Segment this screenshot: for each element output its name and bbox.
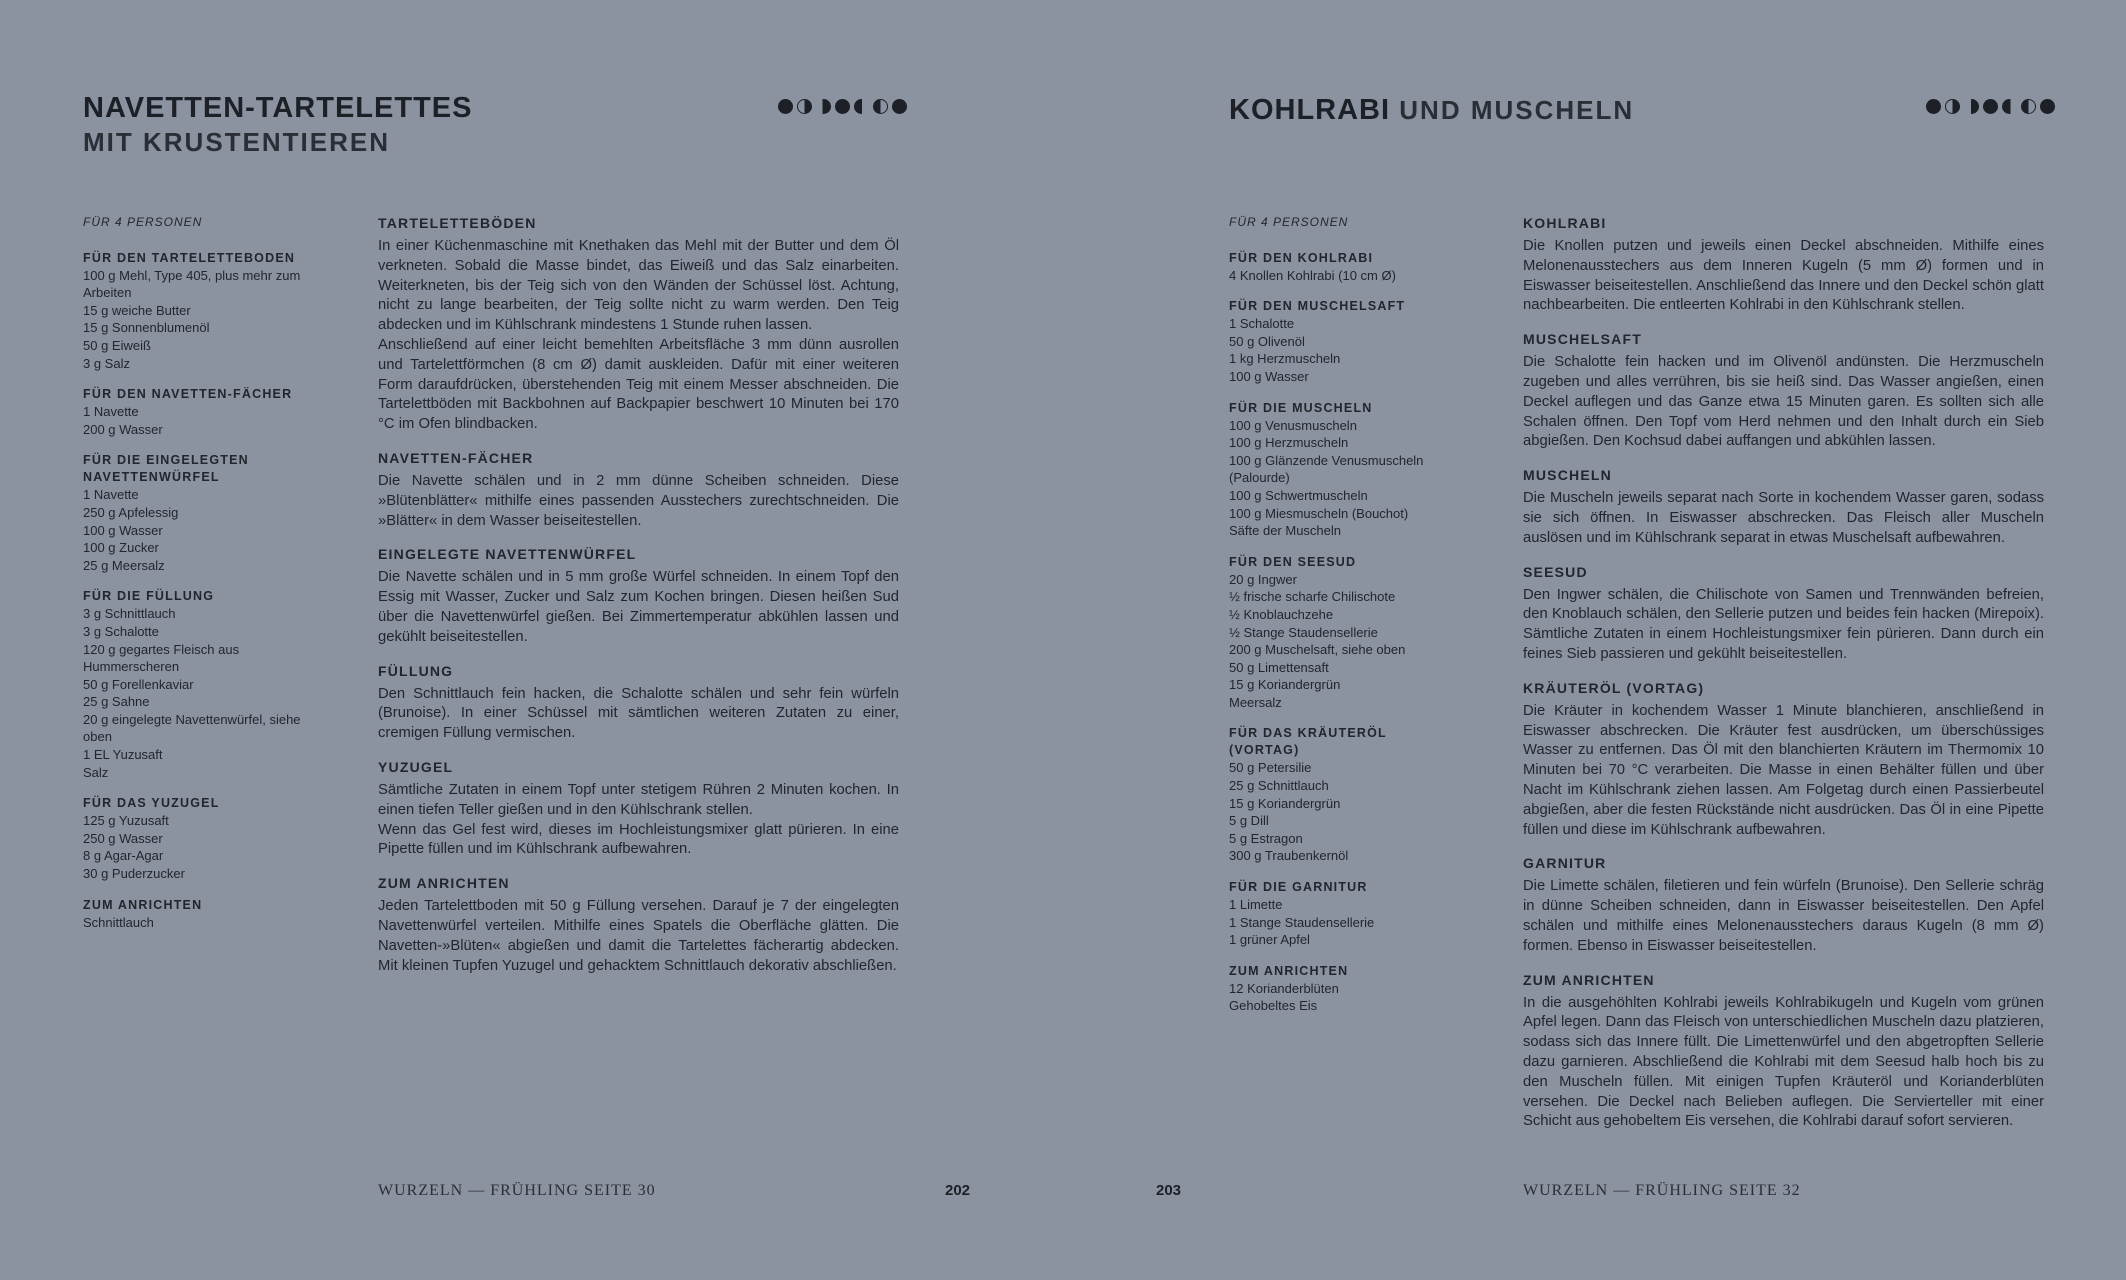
ingredient-group xyxy=(83,795,313,882)
ingredient-item: 25 g Sahne xyxy=(83,694,150,710)
page-number: 202 xyxy=(945,1182,971,1199)
full-moon-icon xyxy=(835,99,850,114)
ingredient-item: 15 g Koriandergrün xyxy=(1229,677,1341,693)
ingredient-item: 50 g Forellenkaviar xyxy=(83,676,194,692)
section-heading: ZUM ANRICHTEN xyxy=(1523,971,1655,988)
ingredient-item: ½ Stange Staudensellerie xyxy=(1229,624,1378,640)
ingredient-item: 100 g Herzmuscheln xyxy=(1229,435,1349,451)
method-section xyxy=(1523,679,2044,841)
ingredient-item: 50 g Eiweiß xyxy=(83,337,151,353)
method-section xyxy=(378,449,899,531)
section-heading: MUSCHELN xyxy=(1523,467,1612,484)
ingredient-group xyxy=(83,386,313,438)
ingredients-column xyxy=(83,214,313,945)
ingredient-item: 1 Schalotte xyxy=(1229,316,1295,332)
method-section xyxy=(378,874,899,976)
footer-reference: WURZELN — FRÜHLING SEITE 32 xyxy=(1523,1182,1801,1199)
section-heading: EINGELEGTE NAVETTENWÜRFEL xyxy=(378,546,637,563)
ingredient-group xyxy=(1229,400,1459,540)
ingredient-item: 1 Navette xyxy=(83,487,139,503)
ingredient-item: 50 g Limettensaft xyxy=(1229,659,1329,675)
crescent-moon-icon xyxy=(854,99,869,114)
ingredient-item: 100 g Mehl, Type 405, plus mehr zum Arbeiten xyxy=(83,267,301,301)
ingredient-item: 3 g Schalotte xyxy=(83,623,159,639)
ingredient-item: ½ frische scharfe Chilischote xyxy=(1229,589,1396,605)
ingredient-item: 25 g Schnittlauch xyxy=(1229,778,1329,794)
ingredient-item: 3 g Schnittlauch xyxy=(83,606,176,622)
section-text: Den Schnittlauch fein hacken, die Schalotte schälen und sehr fein würfeln (Brunoise). In einer Schüssel mit sämtlichen weiteren Zutaten zu einer, cremigen Füllung vermischen. xyxy=(378,685,899,742)
ingredient-group-title: FÜR DAS KRÄUTERÖL (VORTAG) xyxy=(1229,726,1387,758)
ingredient-group-title: FÜR DEN NAVETTEN-FÄCHER xyxy=(83,387,293,402)
ingredient-group-title: FÜR DIE MUSCHELN xyxy=(1229,400,1373,415)
ingredient-item: 1 Stange Staudensellerie xyxy=(1229,914,1375,930)
crescent-moon-icon xyxy=(2002,99,2017,114)
title-main: NAVETTEN-TARTELETTES xyxy=(83,92,473,124)
method-section xyxy=(1523,854,2044,956)
ingredient-item: ½ Knoblauchzehe xyxy=(1229,606,1334,622)
ingredient-item: 12 Korianderblüten xyxy=(1229,980,1339,996)
method-section xyxy=(378,662,899,744)
ingredient-item: 15 g Sonnenblumenöl xyxy=(83,320,210,336)
ingredient-group xyxy=(1229,963,1459,1015)
section-text: Jeden Tartelettboden mit 50 g Füllung versehen. Darauf je 7 der eingelegten Navettenwürfel verteilen. Mithilfe eines Spatels die Oberfläche glätten. Die Navetten-»Blüten« abgießen und damit die Tartelettes fächerartig abdecken. Mit kleinen Tupfen Yuzugel und gehacktem Schnittlauch dekorativ abschließen. xyxy=(378,898,899,974)
section-heading: KOHLRABI xyxy=(1523,215,1607,231)
ingredient-item: 100 g Wasser xyxy=(83,522,163,538)
title-sub: UND MUSCHELN xyxy=(1390,95,1635,125)
section-heading: GARNITUR xyxy=(1523,855,1607,872)
section-heading: NAVETTEN-FÄCHER xyxy=(378,449,534,466)
ingredient-item: Meersalz xyxy=(1229,694,1282,710)
section-text: Die Kräuter in kochendem Wasser 1 Minute blanchieren, anschließend in Eiswasser abschrecken. Die Kräuter fest ausdrücken, um überschüssiges Wasser zu entfernen. Das Öl mit den blanchierten Kräutern im Thermomix 10 Minuten bei 70 °C verarbeiten. Die Masse in einen Behälter füllen und über Nacht im Kühlschrank ziehen lassen. Am Folgetag durch einen Passierbeutel abgießen, aber die festen Rückstände nicht ausdrücken. Das Öl in eine Pipette füllen und diese im Kühlschrank aufbewahren. xyxy=(1523,702,2044,838)
ingredient-group xyxy=(83,588,313,781)
full-moon-icon xyxy=(1926,99,1941,114)
section-heading: ZUM ANRICHTEN xyxy=(378,875,510,892)
ingredient-item: Säfte der Muscheln xyxy=(1229,523,1342,539)
ingredient-item: 5 g Dill xyxy=(1229,813,1269,829)
method-column xyxy=(1523,214,2044,1146)
section-heading: SEESUD xyxy=(1523,563,1588,580)
ingredient-group xyxy=(1229,725,1459,865)
section-heading: FÜLLUNG xyxy=(378,662,454,679)
method-section xyxy=(378,214,899,435)
crescent-moon-icon xyxy=(816,99,831,114)
ingredient-group-title: ZUM ANRICHTEN xyxy=(83,897,203,912)
section-heading: MUSCHELSAFT xyxy=(1523,331,1642,348)
section-text: Die Schalotte fein hacken und im Olivenöl andünsten. Die Herzmuscheln zugeben und alles verrühren, bis sie heiß sind. Das Wasser angießen, einen Deckel auflegen und das Ganze etwa 15 Minuten garen. Es sollten sich alle Schalen öffnen. Den Topf vom Herd nehmen und den Inhalt durch ein Sieb abgießen. Den Kochsud dabei auffangen und abkühlen lassen. xyxy=(1523,354,2044,450)
ingredient-item: 100 g Schwertmuscheln xyxy=(1229,487,1368,503)
section-text: In die ausgehöhlten Kohlrabi jeweils Kohlrabikugeln und Kugeln vom grünen Apfel legen. Dann das Fleisch von unterschiedlichen Muscheln dazu platzieren, sodass sich das Innere füllt. Die Limettenwürfel und den abgetropften Sellerie dazu garnieren. Abschließend die Kohlrabi mit dem Seesud halb hoch bis zu den Muscheln füllen. Mit einigen Tupfen Kräuteröl und Korianderblüten versehen. Die Deckel nach Belieben auflegen. Die Servierteller mit einer Schicht aus gehobeltem Eis versehen, die Kohlrabi darauf sofort servieren. xyxy=(1523,994,2044,1130)
ingredient-group xyxy=(83,250,313,373)
ingredient-item: 30 g Puderzucker xyxy=(83,866,185,882)
section-text: Die Knollen putzen und jeweils einen Deckel abschneiden. Mithilfe eines Melonenausstechers aus dem Inneren Kugeln (5 mm Ø) formen und in Eiswasser beiseitestellen. Anschließend das Innere und den Deckel schön glatt nachbearbeiten. Die entleerten Kohlrabi in den Kühlschrank stellen. xyxy=(1523,238,2044,314)
ingredient-group-title: FÜR DEN MUSCHELSAFT xyxy=(1229,299,1406,314)
crescent-moon-icon xyxy=(1964,99,1979,114)
title-main: KOHLRABI xyxy=(1229,94,1391,126)
full-moon-icon xyxy=(2040,99,2055,114)
serves-label: FÜR 4 PERSONEN xyxy=(1229,215,1349,229)
ingredient-group-title: FÜR DAS YUZUGEL xyxy=(83,796,220,811)
section-heading: YUZUGEL xyxy=(378,758,454,775)
ingredient-group-title: FÜR DIE EINGELEGTEN NAVETTENWÜRFEL xyxy=(83,453,249,485)
full-moon-icon xyxy=(1983,99,1998,114)
ingredient-item: 300 g Traubenkernöl xyxy=(1229,848,1349,864)
ingredient-item: 4 Knollen Kohlrabi (10 cm Ø) xyxy=(1229,267,1396,283)
method-column xyxy=(378,214,899,990)
ingredient-item: 15 g Koriandergrün xyxy=(1229,795,1341,811)
ingredient-item: 20 g Ingwer xyxy=(1229,571,1297,587)
section-text: Die Limette schälen, filetieren und fein würfeln (Brunoise). Den Sellerie schräg in dünne Scheiben schneiden, dann in Eiswasser beiseitestellen. Den Apfel schälen und mithilfe eines Melonenausstechers daraus Kugeln (8 mm Ø) formen. Ebenso in Eiswasser beiseitestellen. xyxy=(1523,878,2044,954)
method-section xyxy=(1523,563,2044,665)
ingredient-item: 125 g Yuzusaft xyxy=(83,813,169,829)
section-text: Die Navette schälen und in 2 mm dünne Scheiben schneiden. Diese »Blütenblätter« mithilfe eines passenden Ausstechers zurechtschneiden. Die »Blätter« in dem Wasser beiseitestellen. xyxy=(378,472,899,529)
ingredient-item: 200 g Wasser xyxy=(83,421,163,437)
full-moon-icon xyxy=(892,99,907,114)
ingredient-group xyxy=(1229,879,1459,949)
ingredient-item: 1 kg Herzmuscheln xyxy=(1229,351,1341,367)
ingredient-item: 50 g Petersilie xyxy=(1229,760,1312,776)
ingredient-item: 100 g Wasser xyxy=(1229,368,1309,384)
ingredient-item: 1 EL Yuzusaft xyxy=(83,747,163,763)
ingredient-item: 1 Navette xyxy=(83,404,139,420)
section-text: Den Ingwer schälen, die Chilischote von Samen und Trennwänden befreien, den Knoblauch schälen, den Sellerie putzen und beides fein hacken (Mirepoix). Sämtliche Zutaten in einem Hochleistungsmixer fein pürieren. Dann durch ein feines Sieb passieren und gekühlt beiseitestellen. xyxy=(1523,586,2044,662)
ingredient-item: 200 g Muschelsaft, siehe oben xyxy=(1229,642,1406,658)
footer-reference: WURZELN — FRÜHLING SEITE 30 xyxy=(378,1182,656,1199)
moon-phases-icon xyxy=(778,98,911,116)
ingredient-item: Schnittlauch xyxy=(83,914,154,930)
ingredient-item: Gehobeltes Eis xyxy=(1229,998,1318,1014)
method-section xyxy=(378,545,899,647)
ingredient-group xyxy=(83,452,313,574)
section-text: Die Navette schälen und in 5 mm große Würfel schneiden. In einem Topf den Essig mit Wasser, Zucker und Salz zum Kochen bringen. Diesen heißen Sud über die Navettenwürfel gießen. Bei Zimmertemperatur abkühlen lassen und gekühlt beiseitestellen. xyxy=(378,569,899,645)
ingredient-item: 100 g Miesmuscheln (Bouchot) xyxy=(1229,505,1409,521)
ingredient-group-title: FÜR DIE FÜLLUNG xyxy=(83,589,215,604)
ingredient-group-title: FÜR DEN SEESUD xyxy=(1229,554,1357,569)
waning-moon-icon xyxy=(873,99,888,114)
ingredient-item: 15 g weiche Butter xyxy=(83,302,191,318)
ingredient-item: 5 g Estragon xyxy=(1229,830,1303,846)
waxing-moon-icon xyxy=(797,99,812,114)
ingredient-item: 1 Limette xyxy=(1229,897,1283,913)
section-heading: KRÄUTERÖL (VORTAG) xyxy=(1523,679,1705,696)
ingredient-item: 20 g eingelegte Navettenwürfel, siehe oben xyxy=(83,711,301,745)
recipe-title xyxy=(83,90,472,158)
title-sub: MIT KRUSTENTIEREN xyxy=(83,127,390,157)
ingredient-item: 3 g Salz xyxy=(83,355,130,371)
full-moon-icon xyxy=(778,99,793,114)
ingredient-group-title: FÜR DEN KOHLRABI xyxy=(1229,250,1374,265)
waxing-moon-icon xyxy=(1945,99,1960,114)
ingredient-item: 100 g Glänzende Venusmuscheln (Palourde) xyxy=(1229,452,1424,486)
ingredient-item: 100 g Venusmuscheln xyxy=(1229,417,1357,433)
waning-moon-icon xyxy=(2021,99,2036,114)
method-section xyxy=(1523,971,2044,1133)
right-page xyxy=(1063,0,2126,1280)
ingredient-item: 50 g Olivenöl xyxy=(1229,333,1305,349)
ingredients-column xyxy=(1229,214,1459,1029)
ingredient-item: 25 g Meersalz xyxy=(83,557,165,573)
method-section xyxy=(1523,330,2044,452)
ingredient-group xyxy=(83,897,313,932)
ingredient-group-title: FÜR DEN TARTELETTEBODEN xyxy=(83,250,296,265)
ingredient-item: Salz xyxy=(83,764,109,780)
moon-phases-icon xyxy=(1926,98,2059,116)
ingredient-item: 250 g Apfelessig xyxy=(83,504,179,520)
section-heading: TARTELETTEBÖDEN xyxy=(378,215,537,231)
ingredient-item: 120 g gegartes Fleisch aus Hummerscheren xyxy=(83,641,240,675)
ingredient-item: 8 g Agar-Agar xyxy=(83,848,164,864)
section-text: Die Muscheln jeweils separat nach Sorte in kochendem Wasser garen, sodass sie sich öffnen. In Eiswasser abschrecken. Das Fleisch aller Muscheln auslösen und im Kühlschrank separat in etwas Muschelsaft aufbewahren. xyxy=(1523,490,2044,546)
ingredient-item: 250 g Wasser xyxy=(83,830,163,846)
serves-label: FÜR 4 PERSONEN xyxy=(83,215,203,229)
method-section xyxy=(1523,214,2044,316)
ingredient-group xyxy=(1229,250,1459,285)
ingredient-group-title: FÜR DIE GARNITUR xyxy=(1229,880,1368,895)
method-section xyxy=(378,758,899,860)
section-text: Sämtliche Zutaten in einem Topf unter stetigem Rühren 2 Minuten kochen. In einen tiefen Teller gießen und in den Kühlschrank stellen. Wenn das Gel fest wird, dieses im Hochleistungsmixer glatt pürieren. In eine Pipette füllen und im Kühlschrank aufbewahren. xyxy=(378,781,899,858)
ingredient-item: 100 g Zucker xyxy=(83,540,159,556)
page-number: 203 xyxy=(1156,1182,1182,1199)
ingredient-group-title: ZUM ANRICHTEN xyxy=(1229,963,1349,978)
ingredient-item: 1 grüner Apfel xyxy=(1229,932,1310,948)
recipe-title xyxy=(1229,90,1634,128)
method-section xyxy=(1523,466,2044,548)
section-text: In einer Küchenmaschine mit Knethaken das Mehl mit der Butter und dem Öl verkneten. Sobald die Masse bindet, das Eiweiß und das Salz einarbeiten. Weiterkneten, bis der Teig sich von den Wänden der Schüssel löst. Achtung, nicht zu lange bearbeiten, der Teig sollte nicht zu warm werden. Den Teig abdecken und im Kühlschrank mindestens 1 Stunde ruhen lassen. Anschließend auf einer leicht bemehlten Arbeitsfläche 3 mm dünn ausrollen und Tartelettförmchen (8 cm Ø) damit auskleiden. Dafür mit einer weiteren Form daraufdrücken, überstehenden Teig mit einem Messer abschneiden. Die Tartelettböden mit Backbohnen auf Backpapier beschwert 10 Minuten bei 170 °C im Ofen blindbacken. xyxy=(378,238,899,433)
ingredient-group xyxy=(1229,554,1459,712)
ingredient-group xyxy=(1229,298,1459,385)
